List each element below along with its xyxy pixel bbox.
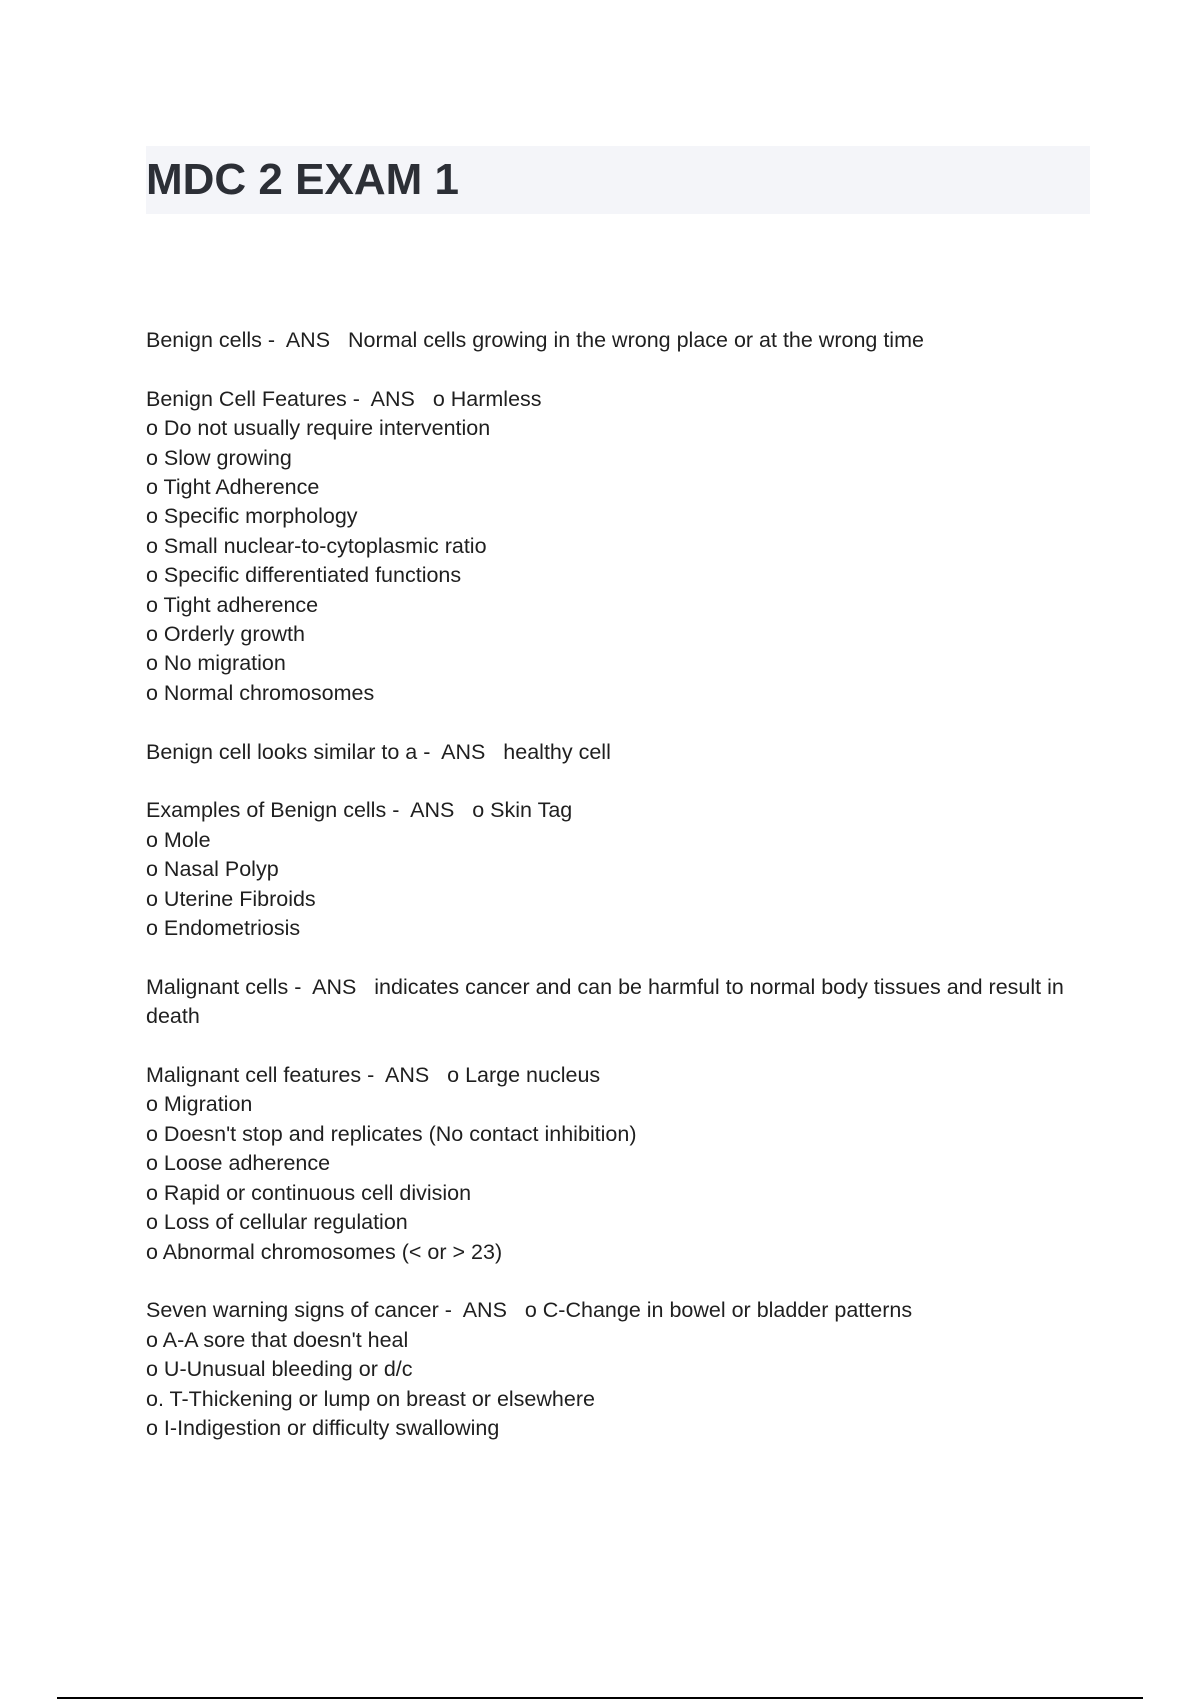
entry-separator: - ANS: [361, 1063, 448, 1088]
qa-entry: [146, 973, 1090, 1032]
list-item: o Migration: [146, 1092, 253, 1117]
list-item: o A-A sore that doesn't heal: [146, 1327, 409, 1352]
entry-separator: - ANS: [417, 739, 504, 764]
entry-term: Benign cells: [146, 328, 262, 352]
page-bottom-rule: [57, 1697, 1143, 1699]
entry-term: Seven warning signs of cancer: [146, 1298, 439, 1323]
entry-answer: o Harmless: [432, 386, 542, 411]
entry-term: Examples of Benign cells: [146, 798, 387, 823]
entry-answer: Normal cells growing in the wrong place or at the wrong time: [347, 328, 924, 352]
list-item: o Slow growing: [146, 445, 292, 470]
title-bar: [146, 146, 1090, 214]
qa-entry: [146, 796, 1090, 943]
list-item: o Nasal Polyp: [146, 857, 279, 882]
entry-separator: - ANS: [386, 798, 473, 823]
list-item: o U-Unusual bleeding or d/c: [146, 1357, 413, 1382]
list-item: o Specific differentiated functions: [146, 563, 462, 588]
entry-term: Benign Cell Features: [146, 386, 347, 411]
entry-first-line: [146, 796, 1090, 825]
entry-first-line: [146, 973, 1090, 1032]
document-title: MDC 2 EXAM 1: [146, 155, 459, 204]
qa-entry: [146, 385, 1090, 708]
entry-answer: o Large nucleus: [447, 1063, 601, 1088]
qa-list: [146, 326, 1090, 1443]
entry-term: Benign cell looks similar to a: [146, 739, 418, 764]
list-item: o Specific morphology: [146, 504, 358, 529]
qa-entry: [146, 1296, 1090, 1443]
entry-term: Malignant cells: [146, 974, 289, 999]
list-item: o Do not usually require intervention: [146, 416, 491, 441]
list-item: o Tight adherence: [146, 592, 319, 617]
entry-answer: o C-Change in bowel or bladder patterns: [524, 1298, 913, 1323]
entry-separator: - ANS: [261, 328, 348, 352]
entry-first-line: [146, 738, 1090, 767]
list-item: o Loss of cellular regulation: [146, 1210, 408, 1235]
entry-first-line: [146, 326, 1090, 355]
entry-answer: indicates cancer and can be harmful to normal body tissues and result in death: [146, 974, 1070, 1029]
list-item: o I-Indigestion or difficulty swallowing: [146, 1415, 500, 1440]
entry-term: Malignant cell features: [146, 1063, 362, 1088]
entry-first-line: [146, 385, 1090, 414]
list-item: o Orderly growth: [146, 622, 305, 647]
list-item: o Uterine Fibroids: [146, 886, 316, 911]
list-item: o Endometriosis: [146, 916, 301, 941]
list-item: o Mole: [146, 827, 211, 852]
list-item: o. T-Thickening or lump on breast or elsewhere: [146, 1386, 595, 1411]
entry-first-line: [146, 1296, 1090, 1325]
entry-separator: - ANS: [438, 1298, 525, 1323]
list-item: o No migration: [146, 651, 286, 676]
list-item: o Rapid or continuous cell division: [146, 1180, 472, 1205]
entry-answer: healthy cell: [503, 739, 611, 764]
entry-separator: - ANS: [288, 974, 375, 999]
list-item: o Tight Adherence: [146, 475, 320, 500]
list-item: o Loose adherence: [146, 1151, 331, 1176]
entry-first-line: [146, 1061, 1090, 1090]
qa-entry: [146, 738, 1090, 767]
list-item: o Abnormal chromosomes (< or > 23): [146, 1239, 503, 1264]
qa-entry: [146, 1061, 1090, 1267]
list-item: o Normal chromosomes: [146, 680, 375, 705]
qa-entry: [146, 326, 1090, 355]
list-item: o Doesn't stop and replicates (No contact inhibition): [146, 1121, 637, 1146]
entry-answer: o Skin Tag: [472, 798, 573, 823]
entry-separator: - ANS: [346, 386, 433, 411]
list-item: o Small nuclear-to-cytoplasmic ratio: [146, 533, 487, 558]
